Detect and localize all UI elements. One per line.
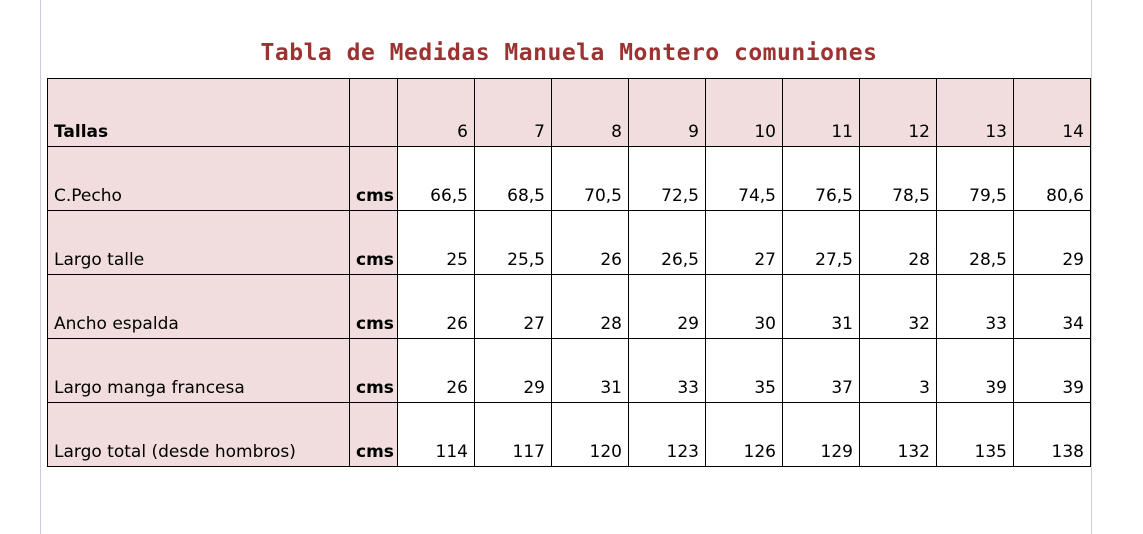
cell-largo-talle-13: 28,5 <box>937 211 1014 275</box>
row-label-c-pecho: C.Pecho <box>48 147 350 211</box>
page-title: Tabla de Medidas Manuela Montero comuniones <box>260 40 878 66</box>
row-unit-c-pecho: cms <box>350 147 398 211</box>
cell-c-pecho-10: 74,5 <box>706 147 783 211</box>
cell-c-pecho-14: 80,6 <box>1014 147 1091 211</box>
cell-largo-talle-10: 27 <box>706 211 783 275</box>
cell-c-pecho-12: 78,5 <box>860 147 937 211</box>
table-row <box>48 275 1091 339</box>
cell-ancho-espalda-14: 34 <box>1014 275 1091 339</box>
cell-largo-manga-francesa-10: 35 <box>706 339 783 403</box>
row-label-largo-talle: Largo talle <box>48 211 350 275</box>
cell-c-pecho-8: 70,5 <box>552 147 629 211</box>
measurements-sheet <box>47 0 1091 467</box>
cell-ancho-espalda-13: 33 <box>937 275 1014 339</box>
header-cell-size-14: 14 <box>1014 79 1091 147</box>
table-row <box>48 339 1091 403</box>
table-row <box>48 403 1091 467</box>
cell-largo-talle-7: 25,5 <box>475 211 552 275</box>
page-margin-guide-left <box>40 0 41 534</box>
header-cell-size-9: 9 <box>629 79 706 147</box>
cell-largo-total-11: 129 <box>783 403 860 467</box>
cell-c-pecho-9: 72,5 <box>629 147 706 211</box>
cell-largo-total-10: 126 <box>706 403 783 467</box>
cell-largo-total-14: 138 <box>1014 403 1091 467</box>
row-unit-largo-manga-francesa: cms <box>350 339 398 403</box>
measurements-table <box>47 78 1091 467</box>
cell-ancho-espalda-9: 29 <box>629 275 706 339</box>
cell-c-pecho-7: 68,5 <box>475 147 552 211</box>
row-label-ancho-espalda: Ancho espalda <box>48 275 350 339</box>
cell-largo-talle-14: 29 <box>1014 211 1091 275</box>
table-header-row <box>48 79 1091 147</box>
header-cell-size-11: 11 <box>783 79 860 147</box>
cell-largo-manga-francesa-7: 29 <box>475 339 552 403</box>
header-cell-size-8: 8 <box>552 79 629 147</box>
cell-ancho-espalda-6: 26 <box>398 275 475 339</box>
cell-largo-total-13: 135 <box>937 403 1014 467</box>
row-unit-largo-talle: cms <box>350 211 398 275</box>
header-cell-tallas: Tallas <box>48 79 350 147</box>
cell-ancho-espalda-8: 28 <box>552 275 629 339</box>
cell-largo-total-8: 120 <box>552 403 629 467</box>
row-unit-ancho-espalda: cms <box>350 275 398 339</box>
cell-ancho-espalda-10: 30 <box>706 275 783 339</box>
cell-largo-talle-9: 26,5 <box>629 211 706 275</box>
cell-largo-talle-11: 27,5 <box>783 211 860 275</box>
header-cell-size-12: 12 <box>860 79 937 147</box>
row-label-largo-manga-francesa: Largo manga francesa <box>48 339 350 403</box>
table-row <box>48 147 1091 211</box>
row-label-largo-total: Largo total (desde hombros) <box>48 403 350 467</box>
cell-largo-total-12: 132 <box>860 403 937 467</box>
cell-largo-manga-francesa-6: 26 <box>398 339 475 403</box>
cell-largo-talle-8: 26 <box>552 211 629 275</box>
cell-c-pecho-11: 76,5 <box>783 147 860 211</box>
cell-ancho-espalda-7: 27 <box>475 275 552 339</box>
header-cell-size-13: 13 <box>937 79 1014 147</box>
page-margin-guide-right <box>1091 0 1092 534</box>
cell-largo-talle-12: 28 <box>860 211 937 275</box>
cell-largo-total-7: 117 <box>475 403 552 467</box>
row-unit-largo-total: cms <box>350 403 398 467</box>
cell-largo-manga-francesa-14: 39 <box>1014 339 1091 403</box>
cell-largo-total-6: 114 <box>398 403 475 467</box>
cell-largo-manga-francesa-13: 39 <box>937 339 1014 403</box>
cell-largo-manga-francesa-8: 31 <box>552 339 629 403</box>
cell-c-pecho-13: 79,5 <box>937 147 1014 211</box>
cell-largo-manga-francesa-12: 3 <box>860 339 937 403</box>
cell-ancho-espalda-11: 31 <box>783 275 860 339</box>
header-cell-size-7: 7 <box>475 79 552 147</box>
cell-largo-talle-6: 25 <box>398 211 475 275</box>
header-cell-size-10: 10 <box>706 79 783 147</box>
header-cell-size-6: 6 <box>398 79 475 147</box>
cell-largo-manga-francesa-11: 37 <box>783 339 860 403</box>
cell-largo-total-9: 123 <box>629 403 706 467</box>
cell-ancho-espalda-12: 32 <box>860 275 937 339</box>
cell-largo-manga-francesa-9: 33 <box>629 339 706 403</box>
table-row <box>48 211 1091 275</box>
cell-c-pecho-6: 66,5 <box>398 147 475 211</box>
header-cell-unit <box>350 79 398 147</box>
